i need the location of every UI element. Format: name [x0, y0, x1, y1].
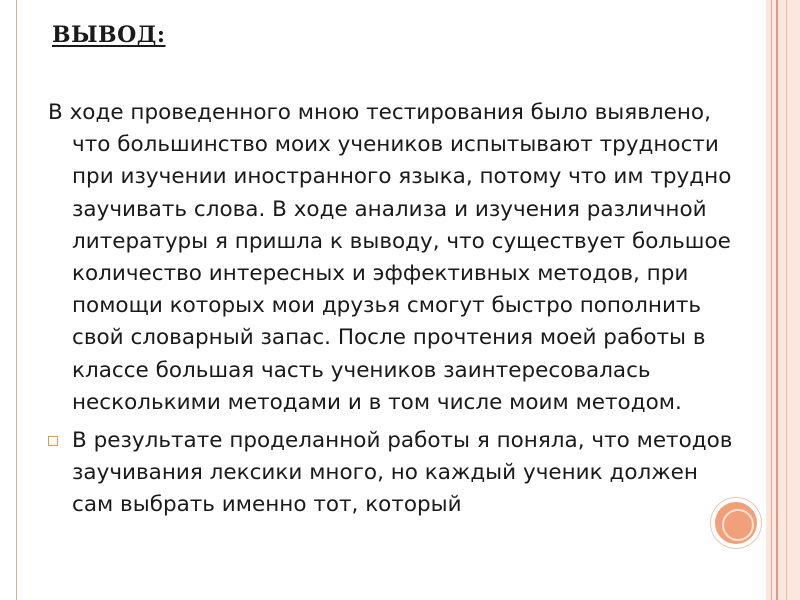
left-border-line [16, 0, 17, 600]
conclusion-paragraph: В ходе проведенного мною тестирования было выявлено, что большинство моих учеников испытывают трудности при изучении иностранного языка, потому что им трудно заучивать слова. В ходе анализа и изучения различной литературы я пришла к выводу, что существует большое количество интересных и эффективных методов, при помощи которых мои друзья смогут быстро пополнить свой словарный запас. После прочтения моей работы в классе большая часть учеников заинтересовалась несколькими методами и в том числе моим методом. [48, 100, 732, 415]
right-border-line [786, 0, 787, 600]
right-border-line [771, 0, 772, 600]
square-bullet-icon [48, 436, 58, 446]
slide-title: ВЫВОД: [52, 22, 166, 48]
right-border-line [776, 0, 778, 600]
bullet-text: В результате проделанной работы я поняла, что методов заучивания лексики много, но каждый ученик должен сам выбрать именно тот, который [72, 428, 733, 518]
slide-body [48, 97, 738, 522]
bullet-item [48, 425, 738, 522]
